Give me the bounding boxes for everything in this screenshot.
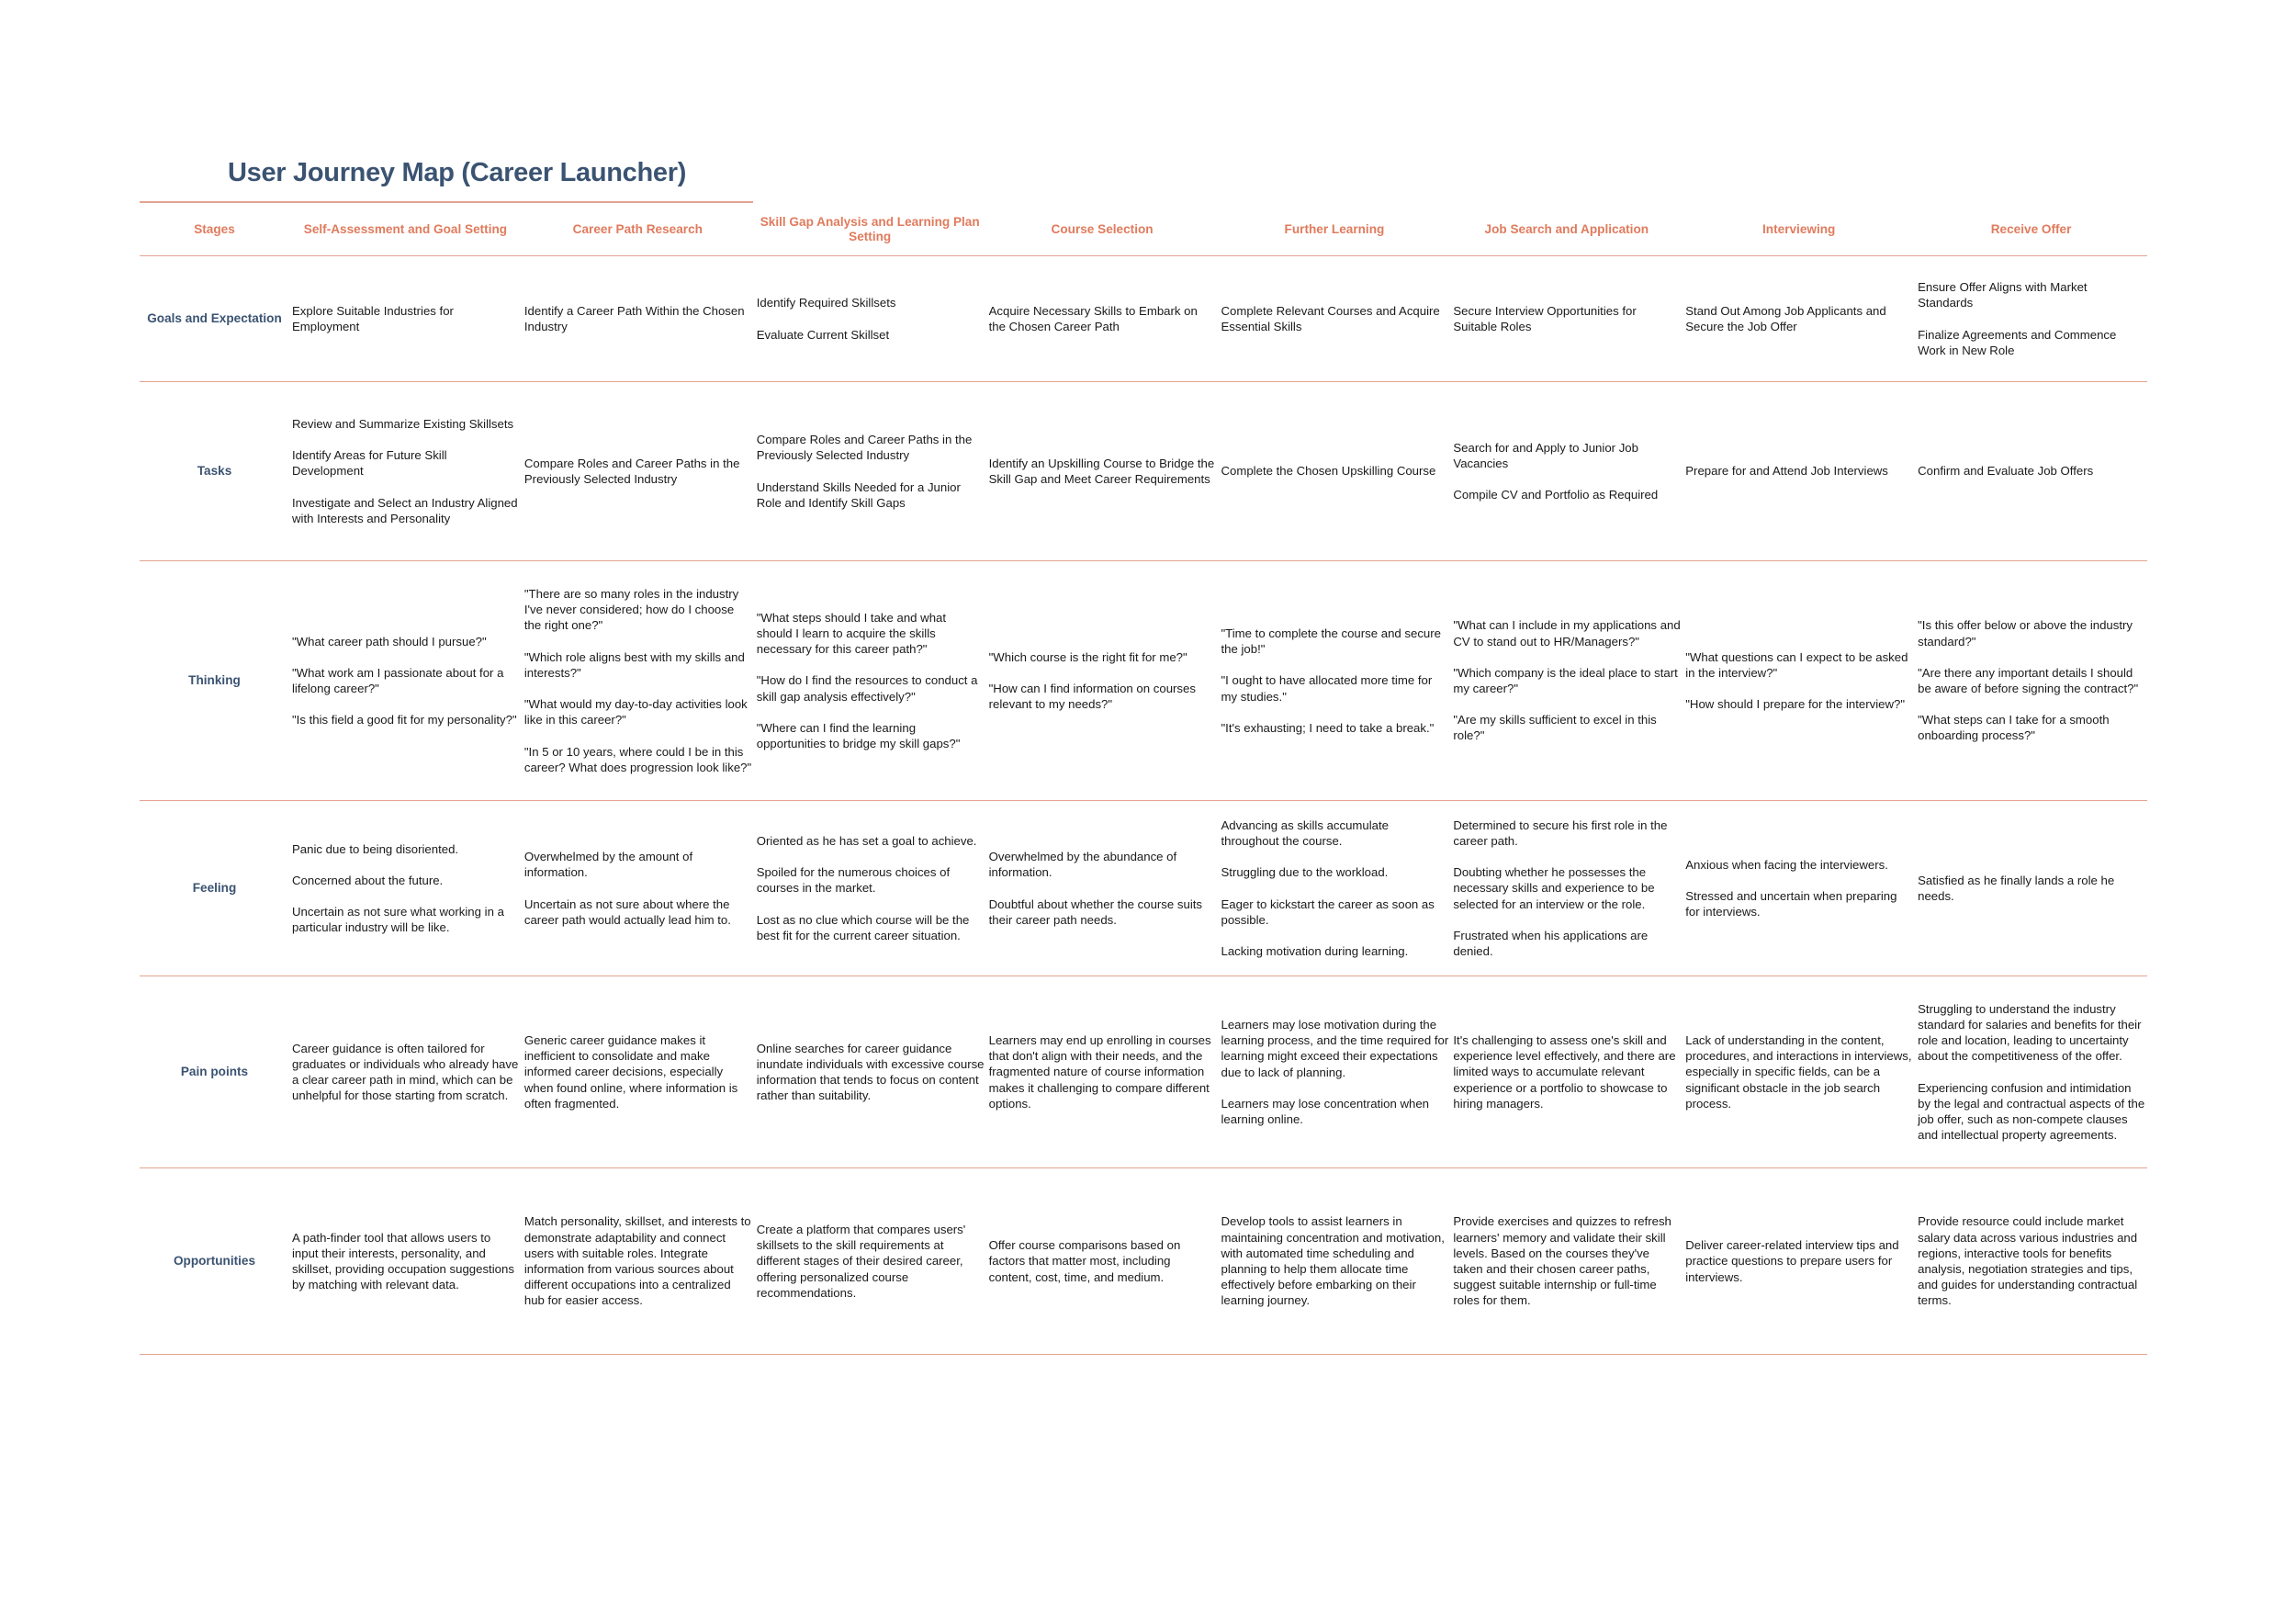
cell-paragraph: Lack of understanding in the content, procedures, and interactions in interviews, especially in specific fields, can be a significant obstacle in the job search process. bbox=[1685, 1032, 1912, 1111]
journey-cell bbox=[1219, 382, 1451, 561]
journey-cell bbox=[1915, 1168, 2147, 1355]
journey-cell bbox=[289, 801, 522, 976]
journey-cell bbox=[1915, 801, 2147, 976]
cell-paragraph: "Are my skills sufficient to excel in this role?" bbox=[1453, 713, 1657, 743]
cell-paragraph: Concerned about the future. bbox=[292, 873, 444, 887]
stage-header: Self-Assessment and Goal Setting bbox=[289, 204, 522, 256]
journey-cell bbox=[289, 382, 522, 561]
journey-cell bbox=[1683, 382, 1915, 561]
cell-paragraph: Ensure Offer Aligns with Market Standards bbox=[1918, 280, 2088, 310]
cell-paragraph: Lacking motivation during learning. bbox=[1221, 943, 1409, 958]
cell-paragraph: Identify Areas for Future Skill Development bbox=[292, 448, 447, 479]
cell-paragraph: Overwhelmed by the amount of information. bbox=[523, 850, 693, 880]
cell-paragraph: Uncertain as not sure what working in a particular industry will be like. bbox=[292, 905, 504, 935]
stage-header: Further Learning bbox=[1219, 204, 1451, 256]
row-label: Feeling bbox=[140, 801, 289, 976]
cell-paragraph: "Are there any important details I should be aware of before signing the contract?" bbox=[1918, 665, 2139, 695]
journey-cell bbox=[1219, 561, 1451, 801]
journey-cell bbox=[986, 256, 1219, 382]
cell-paragraph: Deliver career-related interview tips and practice questions to prepare users for interviews. bbox=[1685, 1238, 1899, 1284]
cell-paragraph: "What career path should I pursue?" bbox=[292, 634, 487, 648]
cell-paragraph: Secure Interview Opportunities for Suitable Roles bbox=[1453, 303, 1637, 333]
journey-cell bbox=[986, 801, 1219, 976]
journey-cell bbox=[1915, 976, 2147, 1168]
cell-paragraph: Frustrated when his applications are denied. bbox=[1453, 928, 1649, 958]
cell-paragraph: Career guidance is often tailored for graduates or individuals who already have a clear career path in mind, which can be unhelpful for those starting from scratch. bbox=[292, 1041, 519, 1103]
cell-paragraph: Doubting whether he possesses the necessary skills and experience to be selected for an interview or the role. bbox=[1453, 865, 1655, 911]
cell-paragraph: Confirm and Evaluate Job Offers bbox=[1918, 464, 2094, 479]
title-underline bbox=[140, 201, 753, 203]
stage-header: Interviewing bbox=[1683, 204, 1915, 256]
stage-header: Receive Offer bbox=[1915, 204, 2147, 256]
cell-paragraph: "I ought to have allocated more time for my studies." bbox=[1221, 673, 1433, 704]
journey-cell bbox=[1219, 256, 1451, 382]
cell-paragraph: A path-finder tool that allows users to input their interests, personality, and skillset, providing occupation suggestions by matching with relevant data. bbox=[292, 1230, 514, 1292]
cell-paragraph: Complete Relevant Courses and Acquire Essential Skills bbox=[1221, 303, 1440, 333]
cell-paragraph: Identify an Upskilling Course to Bridge the Skill Gap and Meet Career Requirements bbox=[988, 456, 1215, 486]
cell-paragraph: Satisfied as he finally lands a role he needs. bbox=[1918, 873, 2115, 903]
cell-paragraph: Eager to kickstart the career as soon as possible. bbox=[1221, 897, 1435, 927]
journey-cell bbox=[1915, 256, 2147, 382]
cell-paragraph: Learners may lose motivation during the learning process, and the time required for learning might exceed their expectations due to lack of planning. bbox=[1221, 1017, 1449, 1079]
journey-cell bbox=[289, 256, 522, 382]
cell-paragraph: "What work am I passionate about for a lifelong career?" bbox=[292, 665, 504, 695]
cell-paragraph: Advancing as skills accumulate throughout the course. bbox=[1221, 818, 1390, 849]
cell-paragraph: It's challenging to assess one's skill and experience level effectively, and there are limited ways to accumulate relevant experience or a portfolio to showcase to hiring managers. bbox=[1453, 1032, 1676, 1111]
cell-paragraph: Panic due to being disoriented. bbox=[292, 841, 459, 856]
journey-cell bbox=[522, 561, 754, 801]
cell-paragraph: "How do I find the resources to conduct a skill gap analysis effectively?" bbox=[756, 673, 978, 704]
cell-paragraph: Compare Roles and Career Paths in the Previously Selected Industry bbox=[523, 456, 740, 486]
cell-paragraph: Identify a Career Path Within the Chosen Industry bbox=[523, 303, 745, 333]
journey-cell bbox=[1683, 976, 1915, 1168]
cell-paragraph: Oriented as he has set a goal to achieve. bbox=[756, 833, 977, 848]
journey-cell bbox=[1915, 561, 2147, 801]
journey-cell bbox=[754, 801, 986, 976]
cell-paragraph: Offer course comparisons based on factors that matter most, including content, cost, time, and medium. bbox=[988, 1238, 1181, 1284]
cell-paragraph: "In 5 or 10 years, where could I be in this career? What does progression look like?" bbox=[523, 744, 752, 774]
cell-paragraph: "How can I find information on courses relevant to my needs?" bbox=[988, 681, 1196, 712]
cell-paragraph: Stressed and uncertain when preparing for interviews. bbox=[1685, 888, 1897, 919]
cell-paragraph: "Is this offer below or above the industry standard?" bbox=[1918, 618, 2133, 648]
cell-paragraph: "What questions can I expect to be asked in the interview?" bbox=[1685, 649, 1908, 680]
journey-cell bbox=[1450, 976, 1683, 1168]
cell-paragraph: Provide exercises and quizzes to refresh learners' memory and validate their skill levels. Based on the courses they've taken and their chosen career paths, suggest suitable internship or full-time roles for them. bbox=[1453, 1214, 1671, 1308]
cell-paragraph: "It's exhausting; I need to take a break." bbox=[1221, 720, 1435, 735]
cell-paragraph: "What would my day-to-day activities look like in this career?" bbox=[523, 697, 748, 727]
cell-paragraph: Anxious when facing the interviewers. bbox=[1685, 857, 1888, 872]
cell-paragraph: Search for and Apply to Junior Job Vacancies bbox=[1453, 440, 1638, 470]
cell-paragraph: Spoiled for the numerous choices of courses in the market. bbox=[756, 865, 951, 896]
journey-cell bbox=[1219, 1168, 1451, 1355]
cell-paragraph: Learners may lose concentration when learning online. bbox=[1221, 1096, 1430, 1126]
journey-cell bbox=[1450, 561, 1683, 801]
cell-paragraph: "Where can I find the learning opportunities to bridge my skill gaps?" bbox=[756, 720, 961, 750]
journey-cell bbox=[1450, 382, 1683, 561]
journey-cell bbox=[754, 561, 986, 801]
stage-header: Course Selection bbox=[986, 204, 1219, 256]
journey-cell bbox=[522, 801, 754, 976]
journey-cell bbox=[1450, 801, 1683, 976]
cell-paragraph: Review and Summarize Existing Skillsets bbox=[292, 416, 514, 431]
journey-cell bbox=[1450, 256, 1683, 382]
cell-paragraph: Provide resource could include market salary data across various industries and regions, interactive tools for benefits analysis, negotiation strategies and tips, and guides for understanding contractual terms. bbox=[1918, 1214, 2138, 1308]
journey-cell bbox=[522, 1168, 754, 1355]
cell-paragraph: Compare Roles and Career Paths in the Previously Selected Industry bbox=[756, 433, 973, 463]
cell-paragraph: "How should I prepare for the interview?" bbox=[1685, 697, 1906, 712]
stage-header: Job Search and Application bbox=[1450, 204, 1683, 256]
cell-paragraph: Evaluate Current Skillset bbox=[756, 327, 890, 342]
row-label: Tasks bbox=[140, 382, 289, 561]
cell-paragraph: "Time to complete the course and secure the job!" bbox=[1221, 626, 1441, 657]
journey-cell bbox=[1915, 382, 2147, 561]
journey-cell bbox=[1683, 561, 1915, 801]
cell-paragraph: Prepare for and Attend Job Interviews bbox=[1685, 464, 1888, 479]
page-title: User Journey Map (Career Launcher) bbox=[228, 158, 687, 187]
cell-paragraph: Uncertain as not sure about where the career path would actually lead him to. bbox=[523, 897, 731, 927]
row-label: Thinking bbox=[140, 561, 289, 801]
cell-paragraph: "Which company is the ideal place to start my career?" bbox=[1453, 665, 1678, 695]
cell-paragraph: Determined to secure his first role in the career path. bbox=[1453, 818, 1668, 848]
journey-cell bbox=[754, 256, 986, 382]
journey-cell bbox=[986, 382, 1219, 561]
row-label: Goals and Expectation bbox=[140, 256, 289, 382]
journey-cell bbox=[754, 976, 986, 1168]
journey-cell bbox=[522, 976, 754, 1168]
cell-paragraph: Online searches for career guidance inundate individuals with excessive course information that tends to focus on content rather than suitability. bbox=[756, 1041, 985, 1103]
journey-cell bbox=[289, 561, 522, 801]
cell-paragraph: Struggling due to the workload. bbox=[1221, 865, 1389, 880]
cell-paragraph: Learners may end up enrolling in courses that don't align with their needs, and the fragmented nature of course information makes it challenging to compare different options. bbox=[988, 1032, 1211, 1111]
cell-paragraph: Lost as no clue which course will be the best fit for the current career situation. bbox=[756, 912, 970, 942]
cell-paragraph: Explore Suitable Industries for Employment bbox=[292, 303, 454, 333]
stage-header: Skill Gap Analysis and Learning Plan Setting bbox=[754, 204, 986, 256]
journey-cell bbox=[289, 1168, 522, 1355]
cell-paragraph: "Which course is the right fit for me?" bbox=[988, 649, 1187, 664]
cell-paragraph: "What can I include in my applications and CV to stand out to HR/Managers?" bbox=[1453, 618, 1681, 648]
journey-cell bbox=[1219, 976, 1451, 1168]
cell-paragraph: Doubtful about whether the course suits their career path needs. bbox=[988, 897, 1203, 927]
cell-paragraph: Complete the Chosen Upskilling Course bbox=[1221, 464, 1436, 479]
journey-cell bbox=[289, 976, 522, 1168]
journey-cell bbox=[754, 1168, 986, 1355]
journey-cell bbox=[1219, 801, 1451, 976]
journey-cell bbox=[522, 256, 754, 382]
cell-paragraph: Acquire Necessary Skills to Embark on the Chosen Career Path bbox=[988, 303, 1198, 333]
cell-paragraph: Identify Required Skillsets bbox=[756, 296, 896, 310]
stages-row-label: Stages bbox=[140, 204, 289, 256]
cell-paragraph: Create a platform that compares users' skillsets to the skill requirements at different stages of their desired career, offering personalized course recommendations. bbox=[756, 1222, 966, 1300]
journey-cell bbox=[986, 976, 1219, 1168]
cell-paragraph: Stand Out Among Job Applicants and Secure the Job Offer bbox=[1685, 303, 1886, 333]
cell-paragraph: Match personality, skillset, and interests to demonstrate adaptability and connect users with suitable roles. Integrate information from various sources about different occupations into a centralized hub for easier access. bbox=[523, 1214, 751, 1308]
journey-cell bbox=[1683, 1168, 1915, 1355]
journey-cell bbox=[986, 561, 1219, 801]
cell-paragraph: Experiencing confusion and intimidation by the legal and contractual aspects of the job offer, such as non-compete clauses and intellectual property agreements. bbox=[1918, 1080, 2145, 1143]
cell-paragraph: "What steps should I take and what should I learn to acquire the skills necessary for this career path?" bbox=[756, 610, 947, 657]
cell-paragraph: Generic career guidance makes it inefficient to consolidate and make informed career decisions, especially when found online, where information is often fragmented. bbox=[523, 1032, 738, 1111]
cell-paragraph: "There are so many roles in the industry I've never considered; how do I choose the right one?" bbox=[523, 587, 739, 633]
cell-paragraph: Finalize Agreements and Commence Work in New Role bbox=[1918, 327, 2117, 357]
cell-paragraph: Compile CV and Portfolio as Required bbox=[1453, 488, 1659, 502]
cell-paragraph: Develop tools to assist learners in maintaining concentration and motivation, with automated time scheduling and planning to help them allocate time effectively before embarking on their learning journey. bbox=[1221, 1214, 1445, 1308]
journey-map-table bbox=[140, 204, 2147, 1355]
journey-cell bbox=[1450, 1168, 1683, 1355]
journey-cell bbox=[986, 1168, 1219, 1355]
cell-paragraph: "What steps can I take for a smooth onboarding process?" bbox=[1918, 713, 2110, 743]
cell-paragraph: Struggling to understand the industry standard for salaries and benefits for their role and location, leading to uncertainty about the competitiveness of the offer. bbox=[1918, 1001, 2142, 1064]
journey-cell bbox=[1683, 801, 1915, 976]
cell-paragraph: Investigate and Select an Industry Aligned with Interests and Personality bbox=[292, 495, 518, 525]
cell-paragraph: "Is this field a good fit for my personality?" bbox=[292, 713, 517, 727]
journey-cell bbox=[522, 382, 754, 561]
cell-paragraph: "Which role aligns best with my skills and interests?" bbox=[523, 649, 745, 680]
row-label: Opportunities bbox=[140, 1168, 289, 1355]
cell-paragraph: Overwhelmed by the abundance of information. bbox=[988, 850, 1177, 880]
stage-header: Career Path Research bbox=[522, 204, 754, 256]
journey-cell bbox=[1683, 256, 1915, 382]
row-label: Pain points bbox=[140, 976, 289, 1168]
journey-cell bbox=[754, 382, 986, 561]
cell-paragraph: Understand Skills Needed for a Junior Role and Identify Skill Gaps bbox=[756, 479, 961, 510]
